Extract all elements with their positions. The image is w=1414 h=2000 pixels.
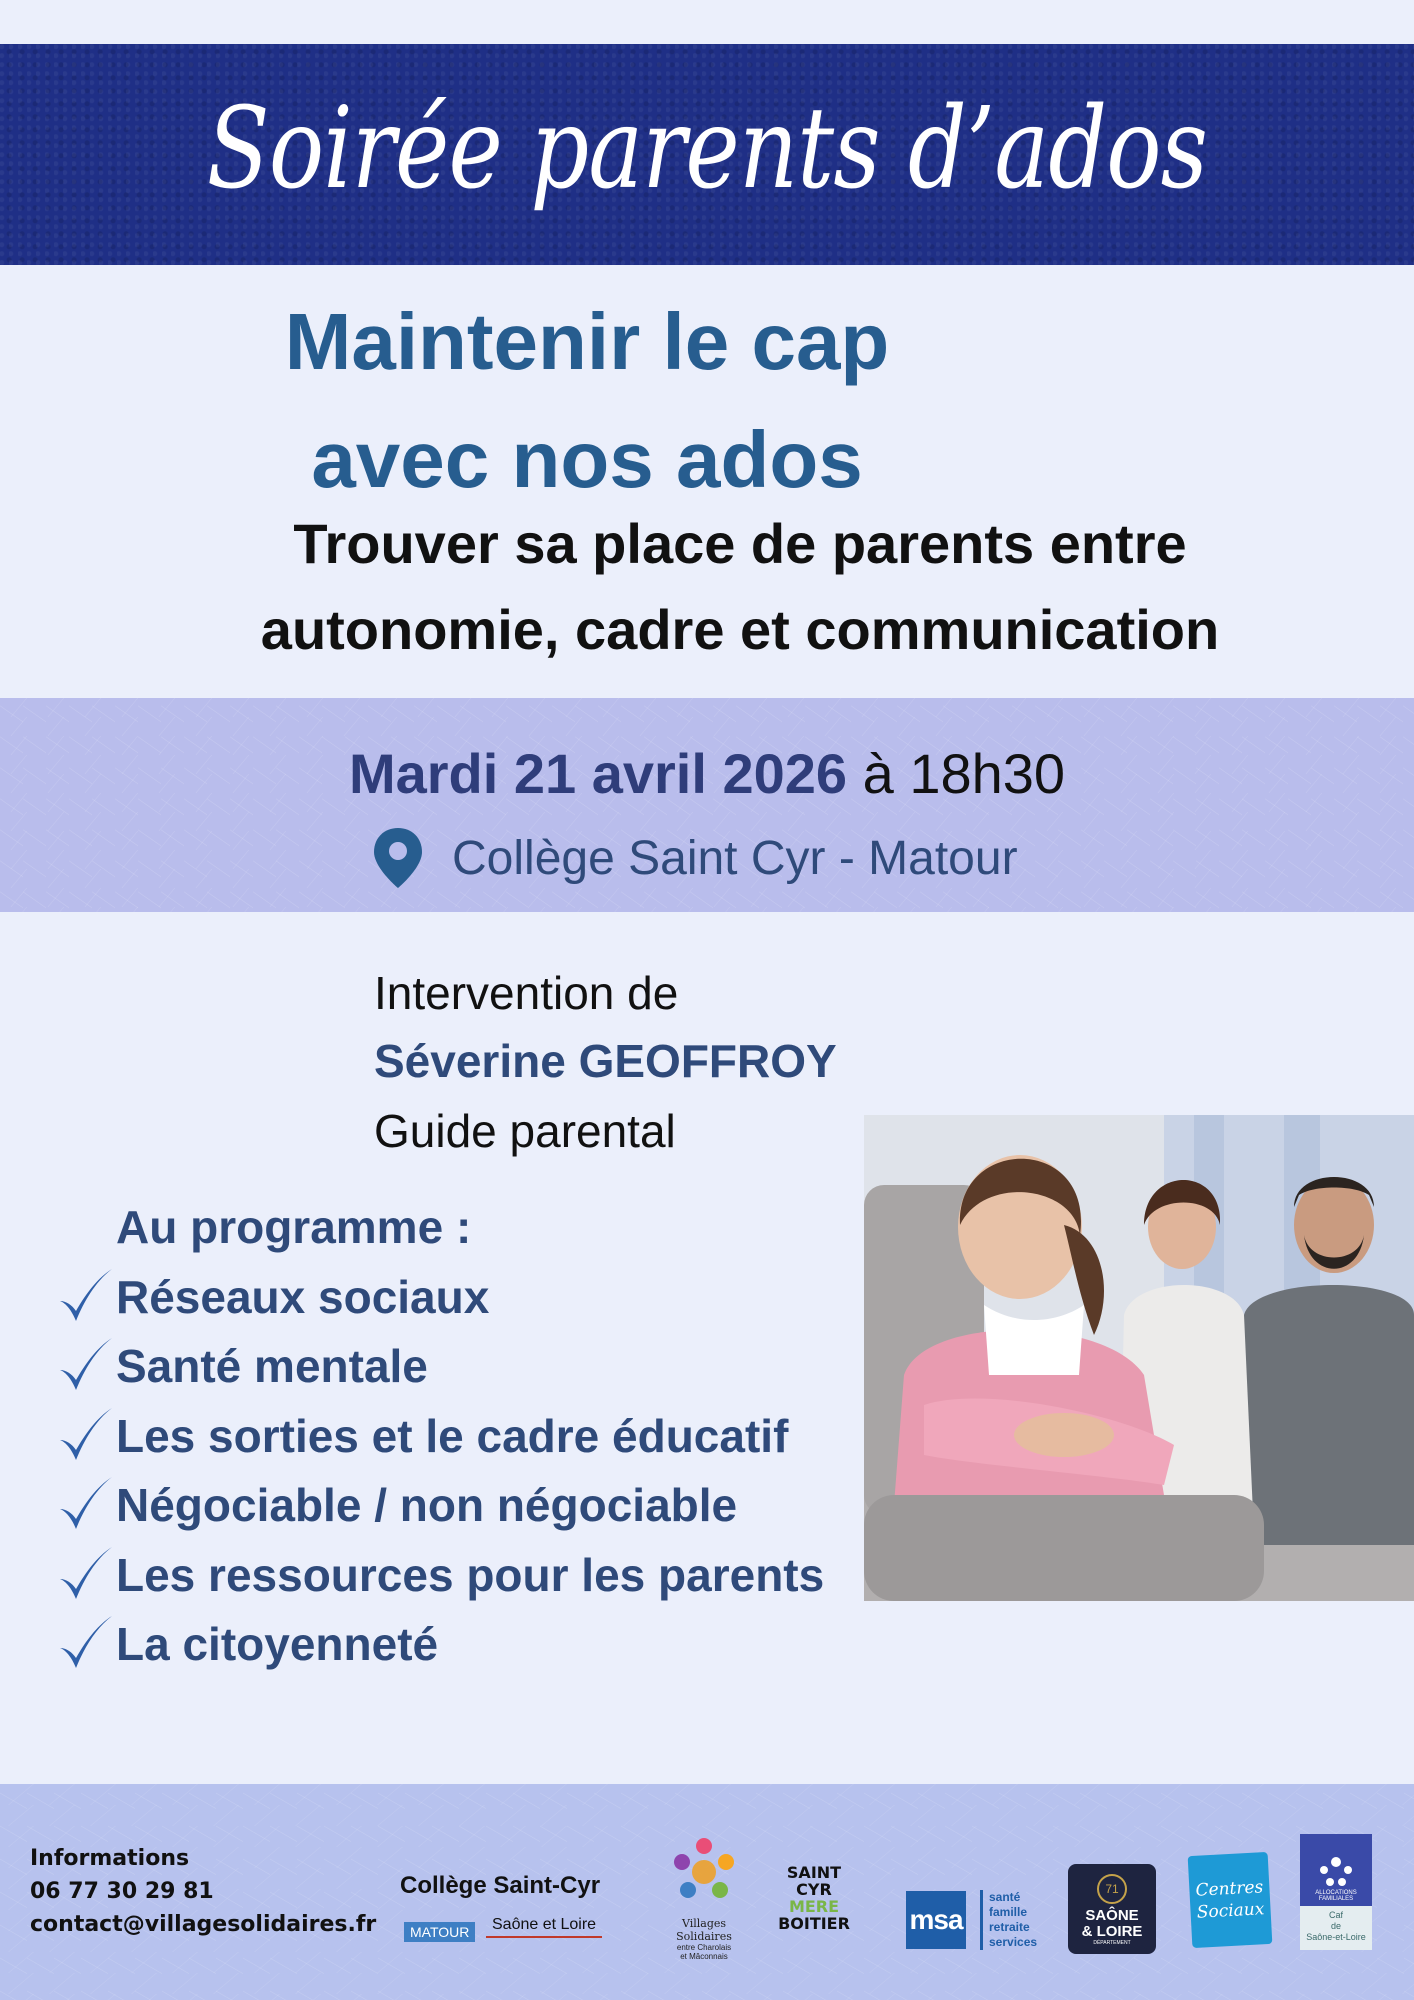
msa-line-1: santé bbox=[989, 1890, 1021, 1904]
centres-logo-line-1: Centres bbox=[1195, 1877, 1264, 1901]
programme-item-label: Réseaux sociaux bbox=[116, 1270, 490, 1323]
contact-phone[interactable]: 06 77 30 29 81 bbox=[30, 1879, 214, 1904]
centres-sociaux-logo bbox=[1188, 1852, 1273, 1948]
list-item bbox=[56, 1401, 824, 1471]
msa-logo bbox=[906, 1890, 1037, 1950]
checkmark-icon bbox=[56, 1614, 116, 1674]
checkmark-icon bbox=[56, 1267, 116, 1327]
college-logo bbox=[400, 1872, 610, 1952]
msa-line-4: services bbox=[989, 1935, 1038, 1949]
list-item bbox=[56, 1471, 824, 1541]
saone-logo-line-2: & LOIRE bbox=[1081, 1923, 1143, 1940]
location-pin-icon bbox=[372, 826, 424, 890]
contact-email[interactable]: contact@villagesolidaires.fr bbox=[30, 1912, 377, 1937]
caf-logo bbox=[1300, 1834, 1372, 1950]
programme-item-label: Les sorties et le cadre éducatif bbox=[116, 1409, 789, 1462]
saint-cyr-mere-boitier-logo bbox=[774, 1864, 854, 1932]
speaker-role: Guide parental bbox=[374, 1105, 676, 1157]
caf-line-5: Saône-et-Loire bbox=[1306, 1932, 1366, 1942]
list-item bbox=[56, 1262, 824, 1332]
scmb-line-2: CYR bbox=[796, 1880, 832, 1899]
programme-list bbox=[56, 1262, 824, 1679]
programme-item-label: Négociable / non négociable bbox=[116, 1479, 738, 1532]
family-photo bbox=[864, 1115, 1414, 1601]
caf-line-4: de bbox=[1330, 1921, 1341, 1931]
caf-family-icon bbox=[1316, 1854, 1356, 1890]
caf-logo-top bbox=[1300, 1834, 1372, 1906]
event-date: Mardi 21 avril 2026 bbox=[348, 742, 848, 805]
checkmark-icon bbox=[56, 1406, 116, 1466]
event-band bbox=[0, 698, 1414, 912]
event-location bbox=[372, 826, 1018, 890]
caf-logo-bottom bbox=[1300, 1906, 1372, 1950]
saone-logo-line-3: DÉPARTEMENT bbox=[1093, 1940, 1131, 1946]
msa-line-2: famille bbox=[989, 1905, 1028, 1919]
list-item bbox=[56, 1540, 824, 1610]
programme-item-label: Les ressources pour les parents bbox=[116, 1548, 825, 1601]
msa-line-3: retraite bbox=[989, 1920, 1030, 1934]
headline-line-1: Maintenir le cap bbox=[284, 297, 890, 386]
villages-people-icon bbox=[664, 1832, 744, 1912]
info-label: Informations bbox=[30, 1846, 190, 1871]
scmb-line-4: BOITIER bbox=[778, 1914, 850, 1933]
contact-info bbox=[30, 1842, 376, 1941]
intervention-intro: Intervention de bbox=[374, 967, 679, 1019]
msa-logo-mark: msa bbox=[906, 1891, 966, 1949]
subtitle-line-2: autonomie, cadre et communication bbox=[260, 598, 1220, 661]
saone-logo-number: 71 bbox=[1097, 1874, 1127, 1904]
msa-logo-text bbox=[980, 1890, 1037, 1950]
scmb-line-1: SAINT bbox=[786, 1863, 842, 1882]
checkmark-icon bbox=[56, 1336, 116, 1396]
checkmark-icon bbox=[56, 1475, 116, 1535]
college-logo-region: Saône et Loire bbox=[486, 1916, 602, 1938]
checkmark-icon bbox=[56, 1545, 116, 1605]
programme-item-label: Santé mentale bbox=[116, 1340, 428, 1393]
list-item bbox=[56, 1610, 824, 1680]
event-time: à 18h30 bbox=[862, 742, 1066, 805]
caf-line-2: FAMILIALES bbox=[1318, 1896, 1354, 1902]
centres-logo-line-2: Sociaux bbox=[1196, 1899, 1265, 1923]
villages-solidaires-logo bbox=[656, 1832, 752, 1961]
villages-logo-name: Villages Solidaires bbox=[676, 1917, 732, 1943]
college-logo-tag: MATOUR bbox=[404, 1922, 475, 1942]
saone-logo-line-1: SAÔNE bbox=[1085, 1907, 1139, 1924]
villages-logo-sub2: et Mâconnais bbox=[680, 1952, 728, 1961]
speaker-name: Séverine GEOFFROY bbox=[374, 1035, 837, 1087]
villages-logo-sub1: entre Charolais bbox=[676, 1943, 732, 1952]
footer bbox=[0, 1784, 1414, 2000]
event-datetime bbox=[0, 742, 1414, 805]
caf-line-1: ALLOCATIONS bbox=[1315, 1890, 1357, 1896]
event-place: Collège Saint Cyr - Matour bbox=[452, 831, 1018, 885]
family-photo-illustration bbox=[864, 1115, 1414, 1601]
college-logo-title: Collège Saint-Cyr bbox=[400, 1872, 601, 1899]
headline-line-2: avec nos ados bbox=[311, 415, 863, 504]
subtitle-line-1: Trouver sa place de parents entre bbox=[293, 512, 1187, 575]
title-banner bbox=[0, 44, 1414, 265]
programme-item-label: La citoyenneté bbox=[116, 1618, 439, 1671]
poster-title: Soirée parents d’ados bbox=[206, 83, 1208, 214]
programme-title: Au programme : bbox=[116, 1201, 472, 1253]
saone-et-loire-departement-logo bbox=[1068, 1864, 1156, 1954]
scmb-line-3: MERE bbox=[788, 1897, 840, 1916]
list-item bbox=[56, 1332, 824, 1402]
caf-line-3: Caf bbox=[1328, 1910, 1343, 1920]
